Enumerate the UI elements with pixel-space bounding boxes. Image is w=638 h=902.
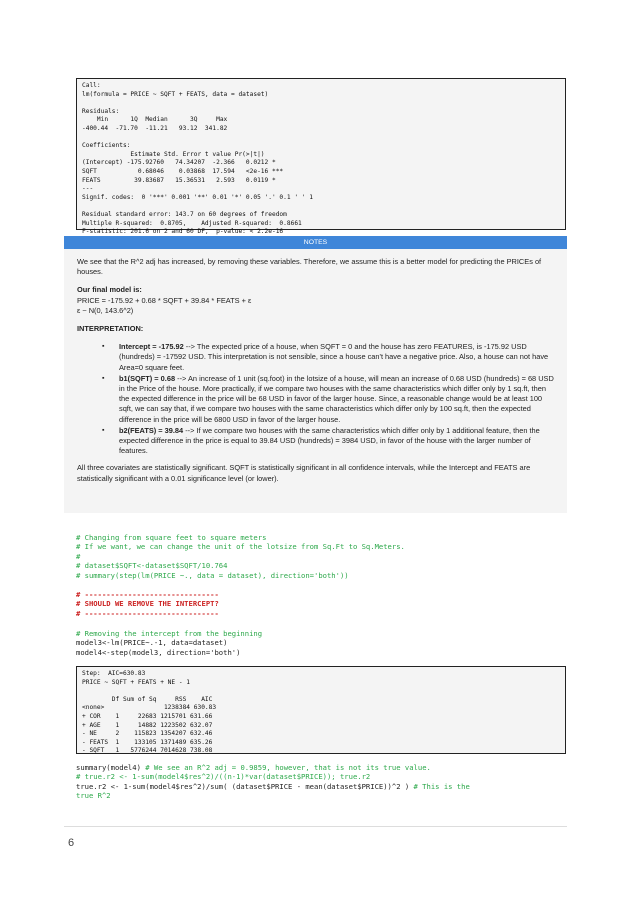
code-line: model3<-lm(PRICE~.-1, data=dataset) <box>76 638 228 648</box>
code-comment: # Removing the intercept from the beginning <box>76 629 263 638</box>
code-comment-red: # SHOULD WE REMOVE THE INTERCEPT? <box>76 599 219 609</box>
final-model-distribution: ε ~ N(0, 143.6^2) <box>77 305 134 315</box>
final-model-title: Our final model is: <box>77 285 142 295</box>
footer-divider <box>64 826 567 827</box>
bullet-term: Intercept = -175.92 <box>119 342 184 352</box>
code-block-true-r2 <box>76 763 470 801</box>
code-line: model4<-step(model3, direction='both') <box>76 647 241 657</box>
code-comment-red: # ------------------------------- <box>76 590 219 599</box>
code-line: summary(model4) <box>76 763 141 772</box>
bullet-term: b2(FEATS) = 39.84 <box>119 425 184 435</box>
code-line: true.r2 <- 1-sum(model4$res^2)/sum( (dataset$PRICE - mean(dataset$PRICE))^2 ) <box>76 781 410 791</box>
list-item <box>119 374 554 425</box>
code-comment: # We see an R^2 adj = 0.9859, however, that is not its true value. <box>140 763 431 772</box>
code-comment-red: # ------------------------------- <box>76 608 219 618</box>
bullet-text: --> If we compare two houses with the same characteristics which differ only by 1 additional feature, then the expected difference in the price is equal to 39.84 USD (hundreds) = 3984 USD, in favor of the house with the larger number of features. <box>119 425 540 456</box>
code-comment: # <box>76 551 81 561</box>
bullet-term: b1(SQFT) = 0.68 <box>119 373 176 383</box>
notes-header: NOTES <box>64 236 567 249</box>
code-block-intercept-heading <box>76 590 219 618</box>
final-model-equation: PRICE = -175.92 + 0.68 * SQFT + 39.84 * FEATS + ε <box>77 295 252 305</box>
notes-body <box>64 249 567 484</box>
notes-intro: We see that the R^2 adj has increased, by removing these variables. Therefore, we assume this is a better model for predicting the PRICEs of houses. <box>77 257 542 277</box>
code-comment: # Changing from square feet to square meters <box>76 533 267 542</box>
step-aic-output: Step: AIC=630.83 PRICE ~ SQFT + FEATS + NE - 1 Df Sum of Sq RSS AIC <none> 1238384 630.83 + COR 1 22683 1215701 631.66 + AGE 1 14882 1223502 632.07 - NE 2 115823 1354207 632.46 - FEATS 1 133105 1371489 635.26 - SQFT 1 5776244 7014628 738.08 <box>76 666 566 754</box>
code-comment: # dataset$SQFT<-dataset$SQFT/10.764 <box>76 561 228 571</box>
code-block-unit-change <box>76 533 405 580</box>
code-comment: true R^2 <box>76 791 111 801</box>
page-number: 6 <box>68 837 75 849</box>
interpretation-title: INTERPRETATION: <box>77 324 144 334</box>
code-comment: # true.r2 <- 1-sum(model4$res^2)/((n-1)*var(dataset$PRICE)); true.r2 <box>76 772 371 782</box>
bullet-text: --> An increase of 1 unit (sq.foot) in the lotsize of a house, will mean an increase of 0.68 USD (hundreds) = 68 USD in the Price of the house. More practically, if we compare two houses with the same characteristics which differ only by 1 sq.ft, then the expected difference in the price will be 68 USD in favor of the larger house. Since, a reasonable change would be at least 100 sqft, we can say that, if we compare two houses with the same characteristics which differ only by 100 sq.ft, then the expected difference in the price will be 6800 USD in favor of the larger house. <box>119 373 554 424</box>
interpretation-list <box>77 342 554 456</box>
code-comment: # If we want, we can change the unit of the lotsize from Sq.Ft to Sq.Meters. <box>76 542 405 552</box>
notes-panel <box>64 236 567 513</box>
list-item <box>119 342 554 373</box>
code-block-remove-intercept <box>76 629 262 657</box>
lm-summary-output: Call: lm(formula = PRICE ~ SQFT + FEATS, data = dataset) Residuals: Min 1Q Median 3Q Max -400.44 -71.70 -11.21 93.12 341.82 Coefficients: Estimate Std. Error t value Pr(>|t|) (Intercept) -175.92760 74.34207 -2.366 0.0212 * SQFT 0.68046 0.03868 17.594 <2e-16 *** FEATS 39.83687 15.36531 2.593 0.0119 * --- Signif. codes: 0 '***' 0.001 '**' 0.01 '*' 0.05 '.' 0.1 ' ' 1 Residual standard error: 143.7 on 60 degrees of freedom Multiple R-squared: 0.8705, Adjusted R-squared: 0.8661 F-statistic: 201.6 on 2 and 60 DF, p-value: < 2.2e-16 <box>76 78 566 230</box>
code-comment: # This is the <box>409 781 470 791</box>
code-comment: # summary(step(lm(PRICE ~., data = dataset), direction='both')) <box>76 570 349 580</box>
list-item <box>119 426 554 457</box>
bullet-text: --> The expected price of a house, when SQFT = 0 and the house has zero FEATURES, is -175.92 USD (hundreds) = -17592 USD. This interpretation is not sensible, since a house can't have a negative price. Also, a house can not have Area=0 square feet. <box>119 342 549 372</box>
notes-conclusion: All three covariates are statistically significant. SQFT is statistically significant in all confidence intervals, while the Intercept and FEATS are statistically significant with a 0.01 significance level (or lower). <box>77 463 531 483</box>
